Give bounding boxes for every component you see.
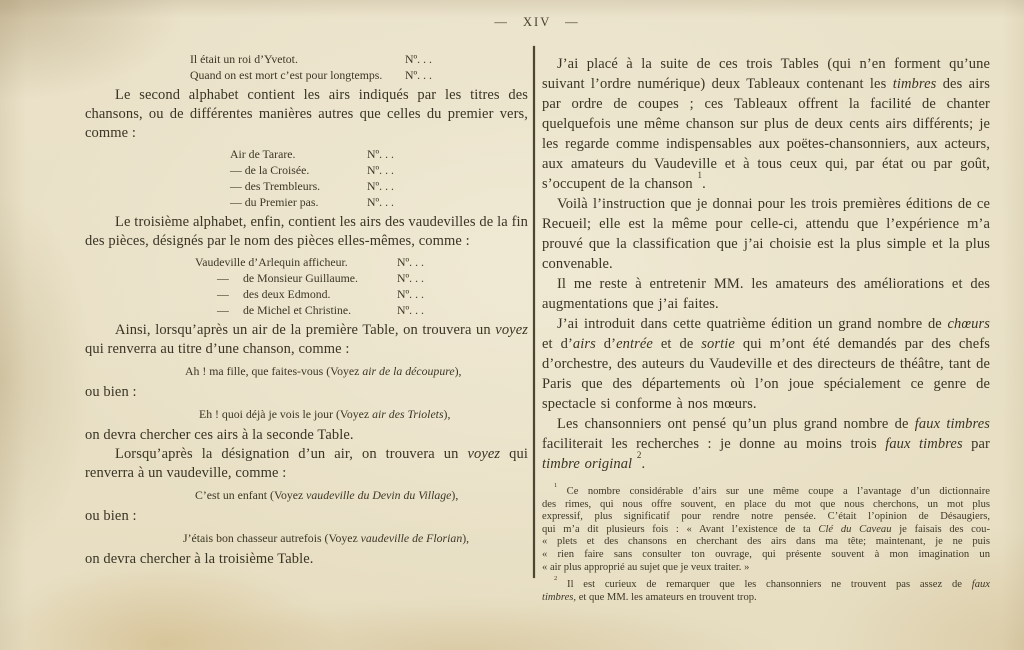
ditto-dash: —	[217, 287, 229, 301]
page-number: — XIV —	[494, 15, 580, 29]
footnote-line: « air plus approprié au sujet que je veux traiter. »	[542, 561, 750, 573]
footnote-line: timbres, et que MM. les amateurs en trouvent trop.	[542, 591, 757, 603]
example-line-cest-un-enfant: C’est un enfant (Voyez vaudeville du Devin du Village),	[195, 488, 459, 502]
footnote-2	[542, 574, 990, 604]
example-line-jetais-bon-chasseur: J’étais bon chasseur autrefois (Voyez vaudeville de Florian),	[183, 531, 470, 545]
vaudeville-title: des deux Edmond.	[243, 287, 331, 301]
air-example-list	[85, 146, 528, 210]
column-divider	[533, 46, 535, 578]
footnote-line: $^1$ Ce nombre considérable d’airs sur une même coupe a l’avantage d’un dictionnaire	[554, 481, 990, 497]
paragraph-voila: Voilà l’instruction que je donnai pour les trois premières éditions de ce Recueil; elle est la même pour celle-ci, attendu que l’expérience m’a prouvé que la classification que j’ai choisie est la plus simple et la plus convenable.	[542, 196, 990, 272]
song-title: Quand on est mort c’est pour longtemps.	[190, 68, 383, 82]
list-row	[85, 302, 528, 318]
vaudeville-title: Vaudeville d’Arlequin afficheur.	[195, 255, 348, 269]
example-line-eh-quoi: Eh ! quoi déjà je vois le jour (Voyez air des Triolets),	[199, 407, 451, 421]
paragraph-jai-introduit: J’ai introduit dans cette quatrième édition un grand nombre de chœurs et d’airs d’entrée et de sortie qui m’ont été demandés par des chefs d’orchestre, des auteurs du Vaudeville et des directeurs de théâtre, tant de Paris que des départements où l’on joue spécialement ce genre de spectacle si conforme à nos mœurs.	[542, 316, 990, 412]
paragraph-third-alphabet: Le troisième alphabet, enfin, contient les airs des vaudevilles de la fin des pièces, désignés par le nom des pièces elles-mêmes, comme :	[85, 214, 528, 249]
number-placeholder: Nº. . .	[405, 68, 432, 82]
ditto-dash: —	[217, 303, 229, 317]
air-title: — de la Croisée.	[230, 163, 310, 177]
footnote-line: expressif, plus significatif pour rendre notre pensée. C’était l’opinion de Désaugiers,	[542, 511, 990, 523]
paragraph-ainsi: Ainsi, lorsqu’après un air de la première Table, on trouvera un voyez qui renverra au titre d’une chanson, comme :	[85, 322, 528, 357]
list-row	[85, 162, 528, 178]
paragraph-seconde-table: on devra chercher ces airs à la seconde Table.	[85, 427, 354, 443]
paragraph-lorsqu-apres: Lorsqu’après la désignation d’un air, on trouvera un voyez qui renverra à un vaudeville, comme :	[85, 446, 528, 481]
air-title: — des Trembleurs.	[230, 179, 321, 193]
left-column	[85, 46, 528, 569]
number-placeholder: Nº. . .	[397, 287, 424, 301]
number-placeholder: Nº. . .	[367, 195, 394, 209]
list-row	[85, 270, 528, 286]
number-placeholder: Nº. . .	[397, 271, 424, 285]
song-title: Il était un roi d’Yvetot.	[190, 52, 298, 66]
footnote-line: « rien faire sans consulter ton ouvrage, qui présente souvent à mon imagination un	[542, 548, 990, 560]
number-placeholder: Nº. . .	[405, 52, 432, 66]
vaudeville-title: de Monsieur Guillaume.	[243, 271, 358, 285]
paragraph-second-alphabet: Le second alphabet contient les airs indiqués par les titres des chansons, ou de différentes manières autres que celles du premier vers, comme :	[85, 87, 528, 141]
footnote-line: qui m’a dit plusieurs fois : « Avant l’existence de ta Clé du Caveau je faisais des cou-	[542, 523, 991, 535]
paragraph-ou-bien-2: ou bien :	[85, 508, 137, 524]
footnote-1	[542, 481, 991, 574]
paragraph-les-chansonniers: Les chansonniers ont pensé qu’un plus grand nombre de faux timbres faciliterait les recherches : je donne au moins trois faux timbres par timbre original $^2$.	[542, 416, 990, 472]
footnote-line: « plets et des chansons en cherchant des airs dans ma tête; maintenant, je ne puis	[542, 536, 990, 548]
vaudeville-example-list	[85, 254, 528, 318]
list-row	[85, 51, 528, 67]
paragraph-troisieme-table: on devra chercher à la troisième Table.	[85, 551, 314, 567]
right-column	[542, 46, 990, 604]
vaudeville-title: de Michel et Christine.	[243, 303, 352, 317]
air-title: Air de Tarare.	[230, 147, 296, 161]
list-row	[85, 178, 528, 194]
paragraph-il-me-reste: Il me reste à entretenir MM. les amateurs des améliorations et des augmentations que j’ai faites.	[542, 276, 990, 312]
footnote-line: des rimes, qui nous offre souvent, en place du mot que nous cherchons, un mot plus	[542, 498, 990, 510]
list-row	[85, 67, 528, 83]
list-row	[85, 254, 528, 270]
number-placeholder: Nº. . .	[397, 255, 424, 269]
list-row	[85, 194, 528, 210]
air-title: — du Premier pas.	[230, 195, 319, 209]
number-placeholder: Nº. . .	[367, 179, 394, 193]
footnote-line: $^2$ Il est curieux de remarquer que les chansonniers ne trouvent pas assez de faux	[554, 574, 990, 591]
ditto-dash: —	[217, 271, 229, 285]
number-placeholder: Nº. . .	[367, 163, 394, 177]
number-placeholder: Nº. . .	[367, 147, 394, 161]
number-placeholder: Nº. . .	[397, 303, 424, 317]
list-row	[85, 146, 528, 162]
footnotes-section	[542, 481, 991, 604]
paragraph-ou-bien-1: ou bien :	[85, 384, 137, 400]
song-title-example-list	[85, 51, 528, 83]
paragraph-jai-place: J’ai placé à la suite de ces trois Tables (qui n’en forment qu’une suivant l’ordre numérique) deux Tableaux contenant les timbres des airs par ordre de coupes ; ces Tableaux offrent la facilité de chanter quelquefois une même chanson sur plus de deux cents airs différents; je les regarde comme indispensables aux poëtes-chansonniers, aux acteurs, aux amateurs du Vaudeville et à tous ceux qui, par état ou par goût, s’occupent de la chanson $^1$.	[542, 56, 991, 192]
example-line-ah-ma-fille: Ah ! ma fille, que faites-vous (Voyez air de la découpure),	[185, 364, 462, 378]
list-row	[85, 286, 528, 302]
